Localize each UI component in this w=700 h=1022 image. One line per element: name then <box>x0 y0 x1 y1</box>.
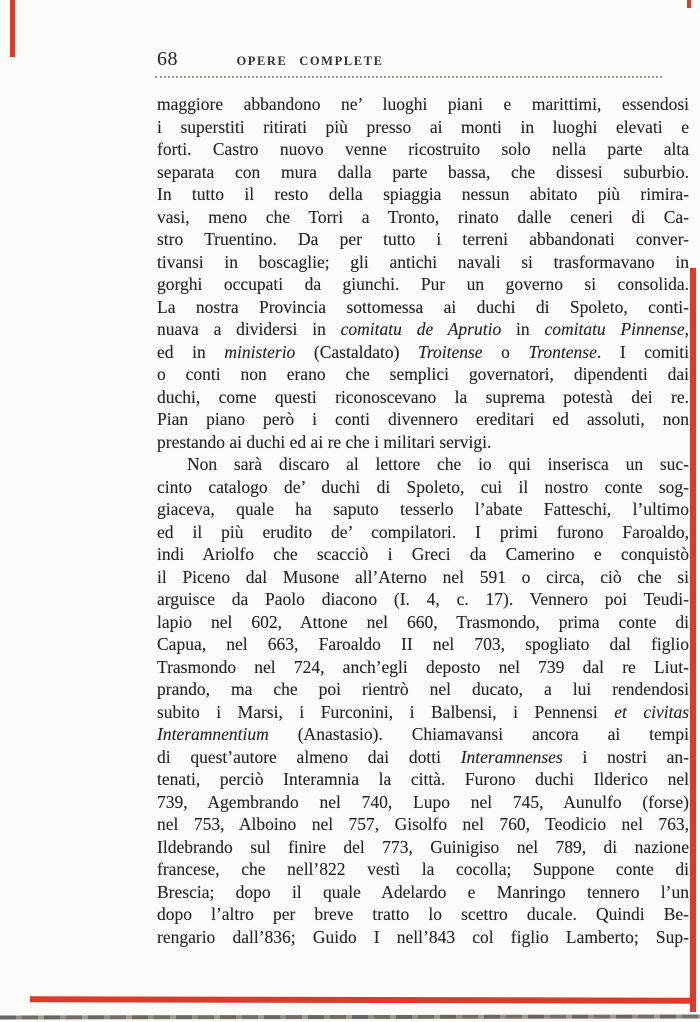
text-line <box>157 588 689 611</box>
text-segment: francese, che nell’822 vestì la cocolla; Suppone conte di <box>157 859 689 879</box>
scan-artifact-red-right-edge <box>690 268 696 1012</box>
text-segment: nuava a dividersi in <box>157 319 341 339</box>
italic-text-segment: comitatu Pinnense <box>544 319 685 339</box>
text-line <box>157 161 689 184</box>
running-header-title: OPERE COMPLETE <box>236 54 384 68</box>
text-segment: giaceva, quale ha saputo tesserlo l’abate Fatteschi, l’ultimo <box>157 499 689 519</box>
scan-artifact-red-top-left <box>10 0 15 57</box>
italic-text-segment: Interamnentium <box>157 724 269 744</box>
text-line <box>157 273 689 296</box>
text-line <box>157 858 689 881</box>
text-line <box>157 813 689 836</box>
text-line <box>157 543 689 566</box>
text-segment: stro Truentino. Da per tutto i terreni abbandonati conver- <box>157 229 689 249</box>
text-segment: Non sarà discaro al lettore che io qui inserisca un suc- <box>187 454 689 474</box>
text-segment: duchi, come questi riconoscevano la suprema potestà dei re. <box>157 386 689 407</box>
text-segment: tenati, perciò Interamnia la città. Furono duchi Ilderico nel <box>157 769 689 789</box>
scan-page-bottom-edge <box>0 1015 700 1020</box>
text-line <box>157 678 689 701</box>
text-segment: arguisce da Paolo diacono (I. 4, c. 17). Vennero poi Teudi- <box>157 589 689 609</box>
text-segment: nel 753, Alboino nel 757, Gisolfo nel 760, Teodicio nel 763, <box>157 814 689 834</box>
italic-text-segment: Trontense <box>528 341 597 362</box>
text-line <box>157 116 689 139</box>
text-segment: maggiore abbandono ne’ luoghi piani e marittimi, essendosi <box>157 94 689 114</box>
text-line <box>157 881 689 904</box>
text-line <box>157 93 689 116</box>
italic-text-segment: Troitense <box>418 341 483 362</box>
text-line <box>157 723 689 746</box>
text-segment: prando, ma che poi rientrò nel ducato, a lui rendendosi <box>157 679 689 699</box>
text-segment: ed in <box>157 341 225 362</box>
text-line <box>157 656 689 679</box>
text-line <box>157 341 689 364</box>
text-segment: lapio nel 602, Attone nel 660, Trasmondo, prima conte di <box>157 611 689 632</box>
text-segment: (Anastasio). Chiamavansi ancora ai tempi <box>268 724 689 744</box>
text-line <box>157 566 689 589</box>
italic-text-segment: comitatu de Aprutio <box>340 319 502 339</box>
text-line <box>157 453 689 476</box>
text-segment: (Castaldato) <box>295 341 419 362</box>
text-line <box>157 768 689 791</box>
italic-text-segment: Interamnenses <box>460 746 563 767</box>
text-line <box>157 791 689 814</box>
text-line <box>157 386 689 409</box>
text-segment: gorghi occupati da giunchi. Pur un governo si consolida. <box>157 274 689 294</box>
text-line <box>157 633 689 656</box>
text-segment: Ildebrando sul finire del 773, Guinigiso nel 789, di nazione <box>157 836 689 857</box>
text-segment: forti. Castro nuovo venne ricostruito solo nella parte alta <box>157 139 689 159</box>
text-line <box>157 363 689 386</box>
header-dotted-rule <box>155 76 662 78</box>
text-line <box>157 318 689 341</box>
text-segment: cinto catalogo de’ duchi di Spoleto, cui il nostro conte sog- <box>157 476 689 497</box>
text-line <box>157 836 689 859</box>
text-segment: indi Ariolfo che scacciò i Greci da Camerino e conquistò <box>157 544 689 564</box>
text-segment: Brescia; dopo il quale Adelardo e Manringo tennero l’un <box>157 881 689 902</box>
scan-artifact-red-bottom-edge <box>30 996 693 1003</box>
page-number: 68 <box>157 48 178 70</box>
text-line <box>157 408 689 431</box>
text-segment: i nostri an- <box>562 746 690 767</box>
text-segment: tivansi in boscaglie; gli antichi navali si trasformavano in <box>157 251 689 272</box>
text-line <box>157 206 689 229</box>
text-segment: rengario dall’836; Guido I nell’843 col figlio Lamberto; Sup- <box>157 926 689 947</box>
text-line <box>157 251 689 274</box>
text-segment: o <box>482 341 529 362</box>
italic-text-segment: ministerio <box>224 341 296 362</box>
text-line <box>157 903 689 926</box>
text-segment: Trasmondo nel 724, anch’egli deposto nel 739 dal re Liut- <box>157 656 689 677</box>
text-segment: dopo l’altro per breve tratto lo scettro ducale. Quindi Be- <box>157 904 689 924</box>
text-line <box>157 476 689 499</box>
text-segment: . I comiti <box>596 341 690 362</box>
text-segment: vasi, meno che Torri a Tronto, rinato dalle ceneri di Ca- <box>157 206 689 227</box>
text-segment: prestando ai duchi ed ai re che i militari servigi. <box>157 431 492 452</box>
text-line <box>157 926 689 949</box>
text-segment: subito i Marsi, i Furconini, i Balbensi, i Pennensi <box>157 701 615 722</box>
body-text <box>157 93 689 948</box>
scan-artifact-red-top-right <box>687 0 691 8</box>
text-line <box>157 611 689 634</box>
text-segment: separata con mura dalla parte bassa, che dissesi suburbio. <box>157 161 689 182</box>
text-segment: ed il più erudito de’ compilatori. I primi furono Faroaldo, <box>157 521 689 542</box>
text-segment: In tutto il resto della spiaggia nessun abitato più rimira- <box>157 184 689 204</box>
text-segment: il Piceno dal Musone all’Aterno nel 591 o circa, ciò che si <box>157 566 689 587</box>
text-segment: , <box>684 319 690 339</box>
text-line <box>157 498 689 521</box>
text-line <box>157 296 689 319</box>
text-line <box>157 228 689 251</box>
text-segment: Pian piano però i conti divennero ereditari ed assoluti, non <box>157 409 689 429</box>
text-line <box>157 183 689 206</box>
text-segment: 739, Agembrando nel 740, Lupo nel 745, Aunulfo (forse) <box>157 791 689 812</box>
text-line <box>157 138 689 161</box>
text-segment: di quest’autore almeno dai dotti <box>157 746 461 767</box>
text-segment: i superstiti ritirati più presso ai monti in luoghi elevati e <box>157 116 689 137</box>
text-segment: Capua, nel 663, Faroaldo II nel 703, spogliato dal figlio <box>157 634 689 654</box>
text-segment: o conti non erano che semplici governatori, dipendenti dai <box>157 364 689 384</box>
text-line <box>157 431 689 454</box>
text-line <box>157 701 689 724</box>
italic-text-segment: et civitas <box>614 701 689 722</box>
text-line <box>157 746 689 769</box>
text-line <box>157 521 689 544</box>
text-segment: in <box>501 319 545 339</box>
text-segment: La nostra Provincia sottomessa ai duchi di Spoleto, conti- <box>157 296 689 317</box>
